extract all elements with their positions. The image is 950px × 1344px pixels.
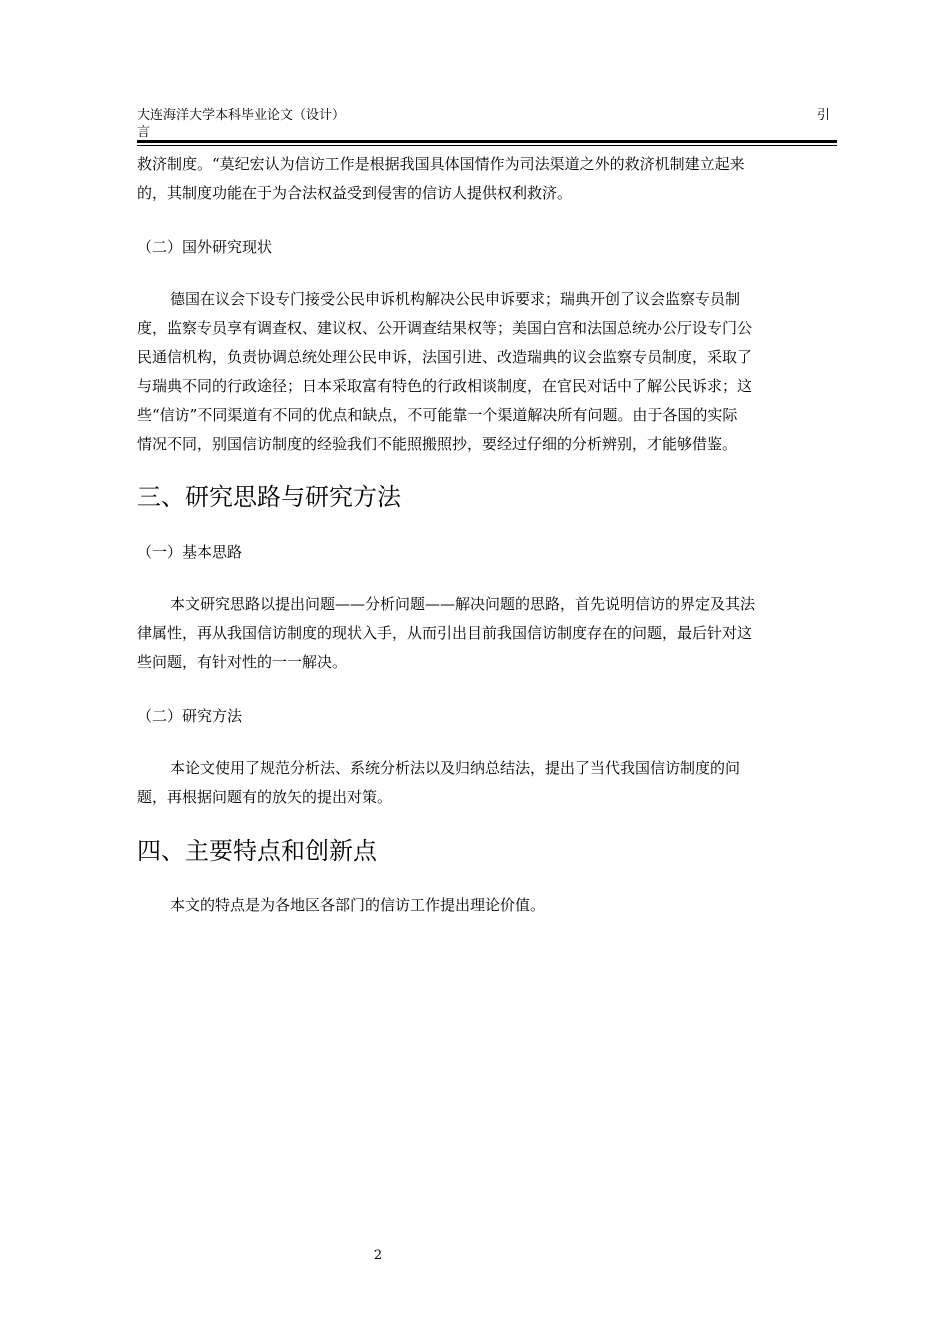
paragraph-line: 与瑞典不同的行政途径；日本采取富有特色的行政相谈制度，在官民对话中了解公民诉求；这 <box>137 377 753 395</box>
intro-paragraph <box>137 150 837 208</box>
paragraph-line: 情况不同，别国信访制度的经验我们不能照搬照抄，要经过仔细的分析辨别，才能够借鉴。 <box>137 435 738 453</box>
header-title: 大连海洋大学本科毕业论文（设计） <box>137 108 346 123</box>
paragraph-line: 律属性，再从我国信访制度的现状入手，从而引出目前我国信访制度存在的问题，最后针对这 <box>137 624 753 642</box>
header-section-char-1: 引 <box>817 108 831 123</box>
paragraph-line: 民通信机构，负责协调总统处理公民申诉，法国引进、改造瑞典的议会监察专员制度，采取了 <box>137 348 753 366</box>
paragraph-line: 些“信访”不同渠道有不同的优点和缺点，不可能靠一个渠道解决所有问题。由于各国的实际 <box>137 406 738 424</box>
paragraph-line: 德国在议会下设专门接受公民申诉机构解决公民申诉要求；瑞典开创了议会监察专员制 <box>170 290 741 308</box>
heading-section-3: 三、研究思路与研究方法 <box>137 483 401 511</box>
basic-approach-paragraph <box>137 590 837 677</box>
heading-foreign-research: （二）国外研究现状 <box>137 238 273 256</box>
paragraph-line: 度，监察专员享有调查权、建议权、公开调查结果权等；美国白宫和法国总统办公厅设专门公 <box>137 319 753 337</box>
paragraph-line: 本论文使用了规范分析法、系统分析法以及归纳总结法，提出了当代我国信访制度的问 <box>170 759 741 777</box>
features-paragraph <box>137 891 837 920</box>
paragraph-line: 本文的特点是为各地区各部门的信访工作提出理论价值。 <box>170 896 546 914</box>
paragraph-line: 的，其制度功能在于为合法权益受到侵害的信访人提供权利救济。 <box>137 184 573 202</box>
research-methods-paragraph <box>137 754 837 812</box>
paragraph-line: 救济制度。“莫纪宏认为信访工作是根据我国具体国情作为司法渠道之外的救济机制建立起来 <box>137 155 745 173</box>
heading-research-methods: （二）研究方法 <box>137 707 243 725</box>
paragraph-line: 题，再根据问题有的放矢的提出对策。 <box>137 788 393 806</box>
header-rule-thin <box>137 145 837 146</box>
header-section-label <box>817 107 830 124</box>
header-rule-thick <box>137 140 837 143</box>
foreign-research-paragraph <box>137 285 837 459</box>
heading-basic-approach: （一）基本思路 <box>137 543 243 561</box>
paragraph-line: 些问题，有针对性的一一解决。 <box>137 653 348 671</box>
page-number: 2 <box>373 1248 383 1263</box>
paragraph-line: 本文研究思路以提出问题——分析问题——解决问题的思路，首先说明信访的界定及其法 <box>170 595 756 613</box>
header-section-char-2: 言 <box>137 125 151 140</box>
heading-section-4: 四、主要特点和创新点 <box>137 837 377 865</box>
